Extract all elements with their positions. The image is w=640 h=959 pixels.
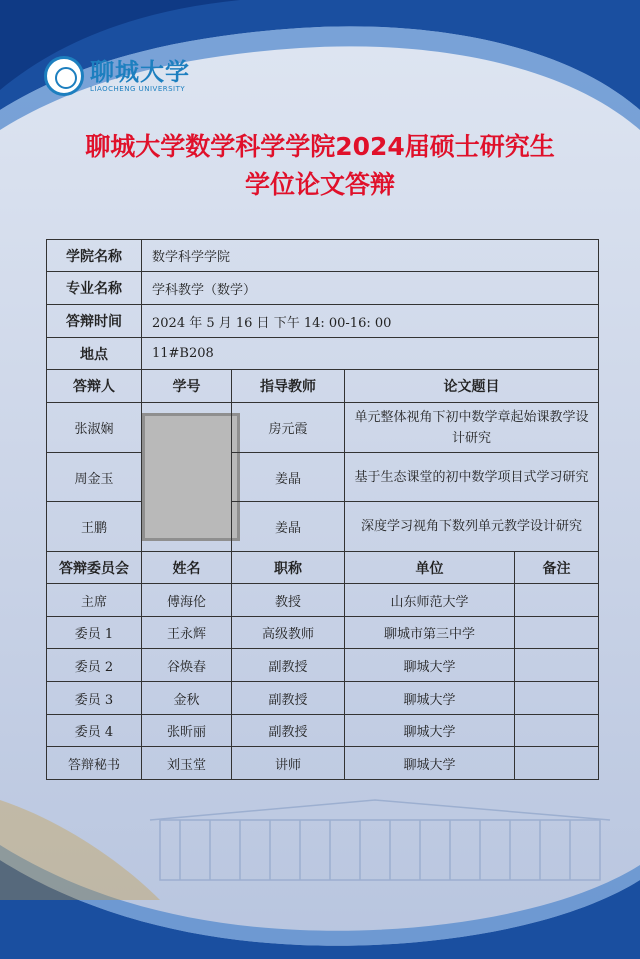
committee-unit: 聊城大学 <box>345 649 515 682</box>
student-thesis: 基于生态课堂的初中数学项目式学习研究 <box>345 453 599 502</box>
committee-note <box>515 584 599 617</box>
student-name: 王鹏 <box>47 502 142 552</box>
student-row <box>47 403 599 453</box>
time-row <box>47 305 599 338</box>
committee-name: 张昕丽 <box>142 715 232 747</box>
committee-note <box>515 682 599 715</box>
committee-unit: 聊城大学 <box>345 715 515 747</box>
committee-row <box>47 682 599 715</box>
committee-row <box>47 649 599 682</box>
committee-title: 讲师 <box>232 747 345 780</box>
committee-row <box>47 715 599 747</box>
place-label: 地点 <box>47 338 142 370</box>
header-committee-role: 答辩委员会 <box>47 552 142 584</box>
committee-name: 傅海伦 <box>142 584 232 617</box>
student-name: 张淑娴 <box>47 403 142 453</box>
committee-title: 高级教师 <box>232 617 345 649</box>
university-seal-icon <box>44 56 84 96</box>
time-value: 2024 年 5 月 16 日 下午 14: 00-16: 00 <box>142 305 599 338</box>
major-value: 学科教学（数学） <box>142 272 599 305</box>
major-label: 专业名称 <box>47 272 142 305</box>
committee-role: 委员 4 <box>47 715 142 747</box>
committee-row <box>47 584 599 617</box>
logo-chinese-name: 聊城大学 <box>90 57 190 86</box>
major-row <box>47 272 599 305</box>
committee-row <box>47 747 599 780</box>
committee-unit: 聊城市第三中学 <box>345 617 515 649</box>
college-label: 学院名称 <box>47 240 142 272</box>
student-advisor: 姜晶 <box>232 453 345 502</box>
committee-name: 王永辉 <box>142 617 232 649</box>
committee-note <box>515 617 599 649</box>
place-value: 11#B208 <box>142 338 599 370</box>
committee-role: 委员 3 <box>47 682 142 715</box>
time-label: 答辩时间 <box>47 305 142 338</box>
header-committee-unit: 单位 <box>345 552 515 584</box>
place-row <box>47 338 599 370</box>
committee-name: 刘玉堂 <box>142 747 232 780</box>
redaction-block <box>142 413 240 541</box>
committee-title: 副教授 <box>232 649 345 682</box>
committee-title: 副教授 <box>232 682 345 715</box>
student-thesis: 单元整体视角下初中数学章起始课教学设计研究 <box>345 403 599 453</box>
committee-note <box>515 649 599 682</box>
college-row <box>47 240 599 272</box>
committee-title: 副教授 <box>232 715 345 747</box>
university-logo <box>44 56 190 96</box>
page-title-line1: 聊城大学数学科学学院2024届硕士研究生 <box>85 132 555 161</box>
committee-role: 答辩秘书 <box>47 747 142 780</box>
header-thesis: 论文题目 <box>345 370 599 403</box>
header-student-id: 学号 <box>142 370 232 403</box>
student-row <box>47 502 599 552</box>
committee-header-row <box>47 552 599 584</box>
committee-role: 委员 2 <box>47 649 142 682</box>
student-row <box>47 453 599 502</box>
student-advisor: 房元霞 <box>232 403 345 453</box>
page-title-line2: 学位论文答辩 <box>244 170 395 199</box>
student-advisor: 姜晶 <box>232 502 345 552</box>
college-value: 数学科学学院 <box>142 240 599 272</box>
header-student-name: 答辩人 <box>47 370 142 403</box>
committee-row <box>47 617 599 649</box>
defense-info-table <box>46 239 599 780</box>
committee-title: 教授 <box>232 584 345 617</box>
students-header-row <box>47 370 599 403</box>
logo-english-name: LIAOCHENG UNIVERSITY <box>90 85 186 93</box>
committee-name: 谷焕春 <box>142 649 232 682</box>
committee-note <box>515 715 599 747</box>
header-committee-note: 备注 <box>515 552 599 584</box>
committee-note <box>515 747 599 780</box>
header-advisor: 指导教师 <box>232 370 345 403</box>
committee-name: 金秋 <box>142 682 232 715</box>
committee-unit: 聊城大学 <box>345 682 515 715</box>
header-committee-name: 姓名 <box>142 552 232 584</box>
committee-role: 主席 <box>47 584 142 617</box>
student-name: 周金玉 <box>47 453 142 502</box>
student-thesis: 深度学习视角下数列单元教学设计研究 <box>345 502 599 552</box>
committee-unit: 山东师范大学 <box>345 584 515 617</box>
student-id-redacted <box>142 403 232 552</box>
committee-unit: 聊城大学 <box>345 747 515 780</box>
header-committee-title: 职称 <box>232 552 345 584</box>
committee-role: 委员 1 <box>47 617 142 649</box>
